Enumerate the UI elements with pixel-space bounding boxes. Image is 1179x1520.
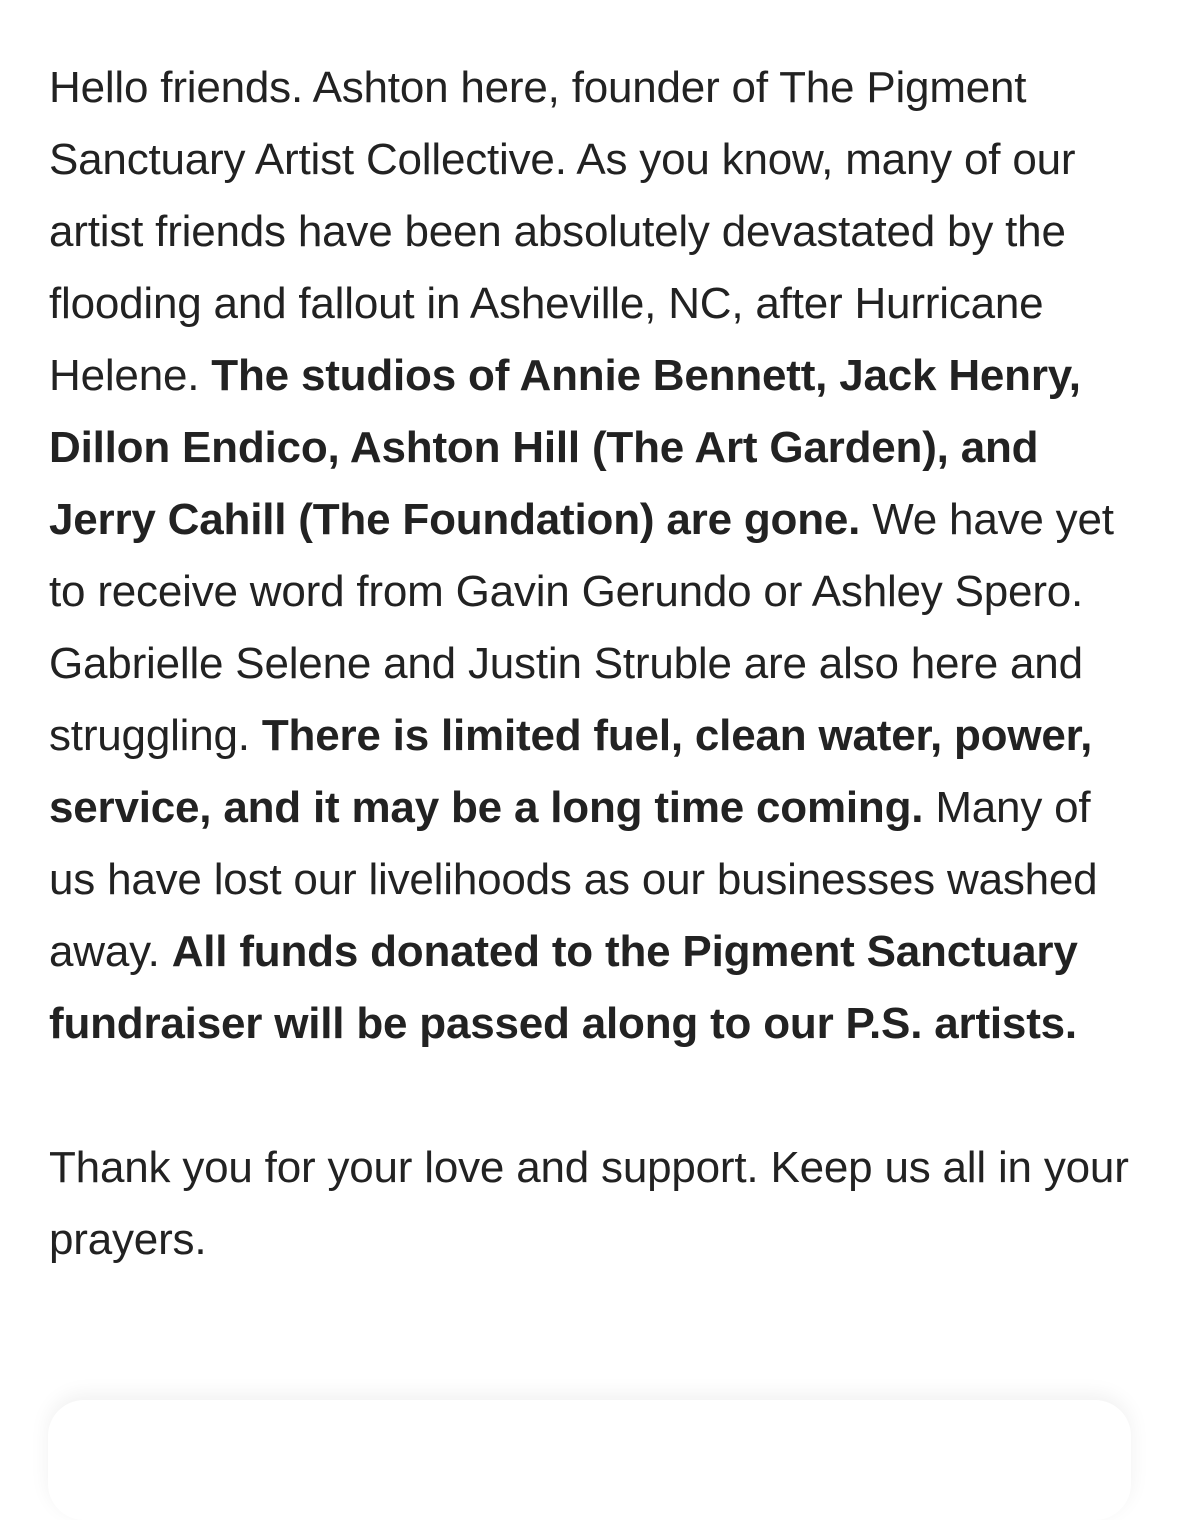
- story-paragraph-1: [49, 52, 1139, 1060]
- story-text: We have yet to receive word from Gavin Gerundo or Ashley Spero. Gabrielle Selene and Justin Struble are also here and struggling.: [49, 495, 1114, 760]
- story-text-bold: There is limited fuel, clean water, power, service, and it may be a long time coming.: [49, 711, 1093, 832]
- fundraiser-story: [49, 52, 1139, 1276]
- story-text: Hello friends. Ashton here, founder of The Pigment Sanctuary Artist Collective. As you know, many of our artist friends have been absolutely devastated by the flooding and fallout in Asheville, NC, after Hurricane Helene.: [49, 63, 1076, 400]
- bottom-sheet-panel: [48, 1400, 1131, 1520]
- story-text: Many of us have lost our livelihoods as our businesses washed away.: [49, 783, 1098, 976]
- story-text-bold: All funds donated to the Pigment Sanctuary fundraiser will be passed along to our P.S. artists.: [49, 927, 1078, 1048]
- story-paragraph-2: Thank you for your love and support. Keep us all in your prayers.: [49, 1143, 1129, 1264]
- story-text-bold: The studios of Annie Bennett, Jack Henry, Dillon Endico, Ashton Hill (The Art Garden), and Jerry Cahill (The Foundation) are gone.: [49, 351, 1081, 544]
